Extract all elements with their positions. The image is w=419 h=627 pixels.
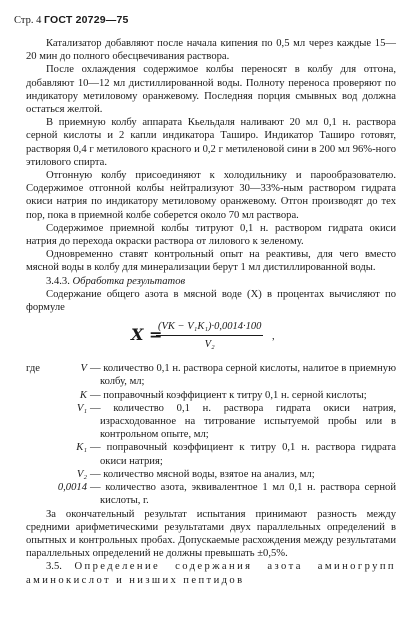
paragraph-distillation: Отгонную колбу присоединяют к холодильнику и парообразователю. Содержимое отгонной колбы нейтрализуют 30—33%-ным раствором гидрата окиси натрия по индикатору метиловому оранжевому. Отгон производят до тех пор, пока в приемной колбе соберется около 70 мл раствора. (26, 170, 396, 221)
section-3-5-title: Определение содержания азота аминогрупп аминокислот и низших пептидов (26, 561, 396, 586)
formula-lhs: X = (131, 325, 163, 345)
standard-code: ГОСТ 20729—75 (43, 14, 129, 26)
definition-prefix: где (26, 363, 40, 375)
definition-text: — количество 0,1 н. раствора гидрата окиси натрия, израсходованное на титрование испытуемой пробы или в контрольном опыте, мл; (90, 402, 396, 441)
section-heading (26, 275, 396, 288)
paragraph-final-result: За окончательный результат испытания принимают разность между средними арифметическими результатами двух параллельных определений в опытных и контрольных пробах. Допускаемые расхождения между результатами параллельных определений не должны превышать ±0,5%. (26, 508, 396, 560)
definition-row (26, 389, 396, 402)
section-title: Обработка результатов (72, 275, 186, 287)
definition-symbol: K (79, 389, 87, 401)
formula (26, 318, 396, 358)
document-body (26, 37, 396, 587)
definition-text: — количество мясной воды, взятое на анализ, мл; (90, 468, 315, 480)
definition-symbol: K₁ (76, 442, 87, 454)
definition-symbol: V₂ (76, 468, 87, 480)
definition-symbol: V (80, 363, 87, 375)
definition-text: — поправочный коэффициент к титру 0,1 н. серной кислоты; (90, 389, 367, 401)
formula-denominator: V₂ (204, 339, 215, 351)
definition-row (26, 441, 396, 467)
definition-text: — количество азота, эквивалентное 1 мл 0,1 н. раствора серной кислоты, г. (90, 482, 396, 507)
section-3-5-heading (26, 560, 396, 586)
page-number: Стр. 4 (14, 15, 42, 26)
definition-row (26, 468, 396, 481)
paragraph-cooling: После охлаждения содержимое колбы переносят в колбу для отгона, добавляют 10—12 мл дистиллированной воды. Полноту переноса проверяют по индикатору метиловому оранжевому. Последняя порция смывных вод должна остаться желтой. (26, 64, 396, 116)
definition-row (26, 481, 396, 507)
definitions-list (26, 362, 396, 507)
definition-text: — поправочный коэффициент к титру 0,1 н. раствора гидрата окиси натрия; (90, 442, 396, 467)
paragraph-titration: Содержимое приемной колбы титруют 0,1 н. раствором гидрата окиси натрия до перехода окраски раствора от лилового к зеленому. (26, 222, 396, 248)
definition-row (26, 402, 396, 442)
paragraph-control: Одновременно ставят контрольный опыт на реактивы, для чего вместо мясной воды в колбу для минерализации берут 1 мл дистиллированной воды. (26, 249, 396, 274)
formula-numerator: (VK − V₁K₁)·0,0014·100 (156, 320, 263, 336)
paragraph-receiver: В приемную колбу аппарата Кьельдаля наливают 20 мл 0,1 н. раствора серной кислоты и 2 капли индикатора Таширо. Индикатор Таширо готовят, растворяя 0,4 г метилового красного и 0,2 г метиленовой сини в 200 мл 96%-ного этилового спирта. (26, 117, 396, 168)
definition-symbol: V₁ (76, 402, 87, 414)
paragraph-formula-intro: Содержание общего азота в мясной воде (X) в процентах вычисляют по формуле (26, 288, 396, 314)
definition-row (26, 362, 396, 388)
paragraph-catalyst: Катализатор добавляют после начала кипения по 0,5 мл через каждые 15—20 мин до полного обесцвечивания раствора. (26, 38, 396, 63)
page-header (14, 14, 129, 27)
formula-fraction (156, 320, 263, 351)
definition-text: — количество 0,1 н. раствора серной кислоты, налитое в приемную колбу, мл; (90, 363, 396, 388)
section-3-5-number: 3.5. (46, 561, 62, 573)
section-number: 3.4.3. (46, 275, 70, 287)
formula-trail: , (272, 331, 275, 343)
definition-symbol: 0,0014 (57, 482, 87, 494)
